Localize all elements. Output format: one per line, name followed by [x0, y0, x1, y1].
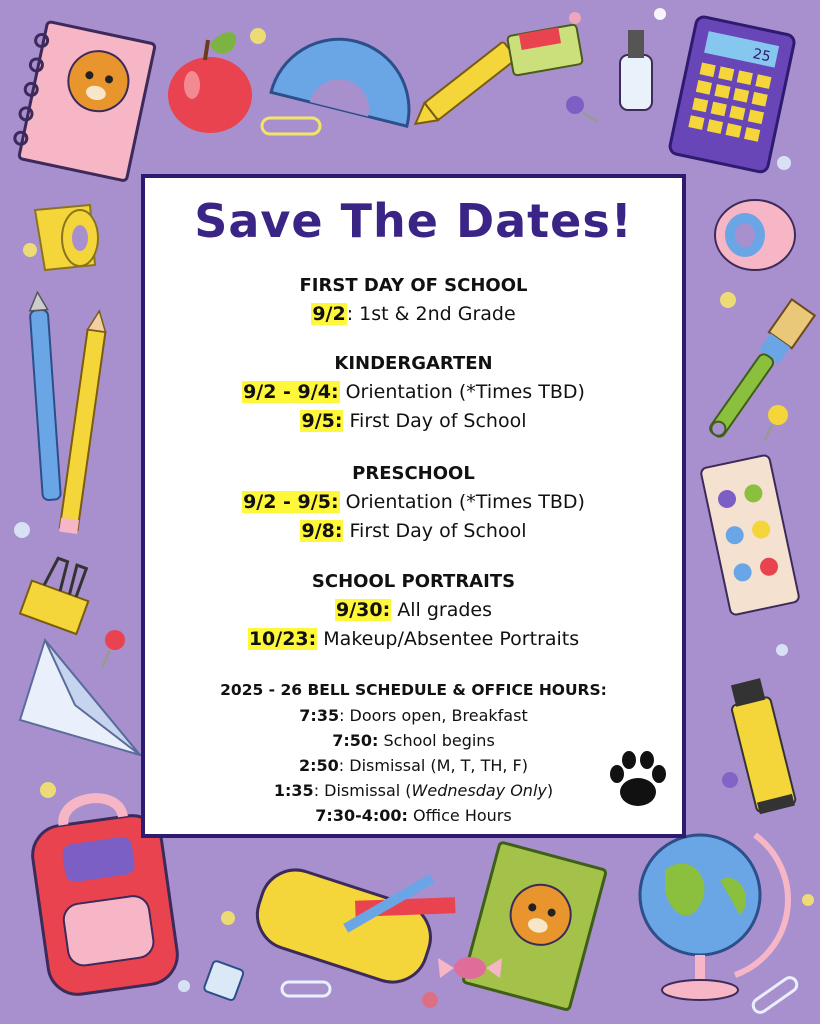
schedule-line: [145, 753, 682, 778]
date-highlight: 9/5:: [301, 410, 343, 432]
date-line: [145, 300, 682, 329]
section-bell-schedule: [145, 678, 682, 828]
apple-icon: [168, 32, 252, 133]
calculator-display: 25: [751, 46, 773, 66]
schedule-note: Wednesday Only: [411, 781, 547, 800]
date-description: Makeup/Absentee Portraits: [317, 628, 580, 650]
schedule-time: 7:35: [299, 706, 340, 725]
crayon-icon: [409, 41, 517, 132]
pushpin-icon: [102, 630, 125, 668]
date-description: First Day of School: [343, 410, 527, 432]
date-description: : 1st & 2nd Grade: [346, 303, 516, 325]
eraser-icon: [507, 24, 583, 76]
section-heading: PRESCHOOL: [352, 463, 475, 484]
pen-icon: [28, 292, 60, 501]
schedule-time: 7:50:: [332, 731, 379, 750]
schedule-line: [145, 803, 682, 828]
date-description: Orientation (*Times TBD): [339, 491, 585, 513]
binder-clip-icon: [20, 552, 99, 634]
protractor-icon: [271, 24, 424, 126]
date-line: [145, 407, 682, 436]
section-first-day: [145, 272, 682, 329]
glue-bottle-icon: [620, 30, 652, 110]
date-description: Orientation (*Times TBD): [339, 381, 585, 403]
schedule-description: : Dismissal (M, T, TH, F): [338, 756, 528, 775]
date-highlight: 9/2 - 9/4:: [243, 381, 339, 403]
date-line: [145, 625, 682, 654]
schedule-description: Office Hours: [407, 806, 512, 825]
paperclip-icon: [262, 118, 320, 134]
page-title: Save The Dates!: [194, 194, 633, 248]
tape-icon: [715, 200, 795, 270]
save-the-dates-card: [141, 174, 686, 838]
schedule-time: 7:30-4:00:: [315, 806, 408, 825]
date-line: [145, 596, 682, 625]
paper-plane-icon: [20, 640, 140, 755]
date-description: First Day of School: [343, 520, 527, 542]
schedule-line: [145, 778, 682, 803]
schedule-line: [145, 728, 682, 753]
pushpin-icon: [765, 405, 788, 440]
date-highlight: 10/23:: [248, 628, 317, 650]
section-heading: SCHOOL PORTRAITS: [311, 571, 516, 592]
notebook-tiger-icon: [11, 20, 156, 181]
schedule-description-end: ): [546, 781, 554, 800]
pencil-icon: [59, 310, 108, 534]
date-line: [145, 378, 682, 407]
date-highlight: 9/2: [312, 303, 346, 325]
paperclip-icon: [751, 975, 800, 1015]
date-highlight: 9/8:: [301, 520, 343, 542]
sharpener-icon: [203, 960, 244, 1001]
schedule-description: : Dismissal (: [313, 781, 412, 800]
schedule-line: [145, 703, 682, 728]
paintbrush-icon: [703, 299, 815, 442]
section-preschool: [145, 460, 682, 546]
section-heading: KINDERGARTEN: [334, 353, 493, 374]
section-heading: FIRST DAY OF SCHOOL: [299, 275, 528, 296]
calculator-icon: [669, 16, 796, 174]
paw-print-icon: [603, 744, 673, 814]
book-tiger-icon: [463, 842, 607, 1011]
schedule-time: 2:50: [299, 756, 339, 775]
date-description: All grades: [391, 599, 492, 621]
schedule-time: 1:35: [273, 781, 314, 800]
paint-palette-icon: [700, 454, 800, 615]
date-line: [145, 517, 682, 546]
tape-icon: [35, 205, 98, 270]
date-highlight: 9/30:: [335, 599, 391, 621]
section-portraits: [145, 568, 682, 654]
paperclip-icon: [282, 982, 330, 996]
date-highlight: 9/2 - 9/5:: [243, 491, 339, 513]
globe-icon: [640, 835, 788, 1000]
section-heading: 2025 - 26 BELL SCHEDULE & OFFICE HOURS:: [220, 681, 607, 699]
highlighter-icon: [726, 677, 797, 815]
schedule-description: : Doors open, Breakfast: [339, 706, 528, 725]
schedule-description: School begins: [378, 731, 495, 750]
date-line: [145, 488, 682, 517]
section-kindergarten: [145, 350, 682, 436]
pushpin-icon: [566, 96, 598, 122]
